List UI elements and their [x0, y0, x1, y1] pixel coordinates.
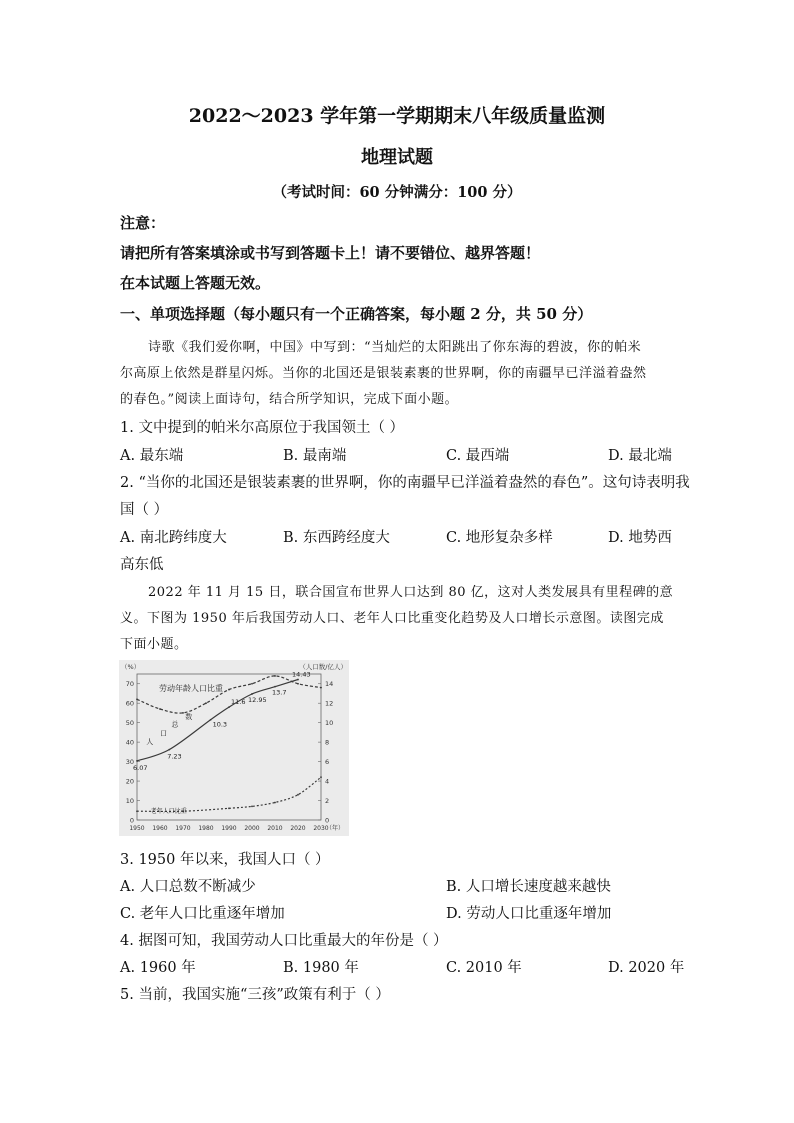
left-tick-label: 10	[125, 797, 134, 806]
x-tick-label: 1960	[152, 825, 168, 832]
exam-info: （考试时间：60 分钟满分：100 分）	[272, 184, 522, 201]
q4-option-d: D. 2020 年	[608, 960, 685, 976]
q4-option-c: C. 2010 年	[446, 960, 522, 976]
notes-line1: 请把所有答案填涂或书写到答题卡上！请不要错位、越界答题！	[120, 244, 541, 262]
q2-option-d: D. 地势西	[608, 530, 672, 546]
q1-option-d: D. 最北端	[608, 448, 672, 464]
data-point	[297, 679, 299, 681]
data-point	[168, 749, 170, 751]
data-point	[251, 805, 253, 807]
q2-option-d-cont: 高东低	[120, 557, 164, 573]
right-tick-label: 6	[325, 758, 330, 767]
q4-stem: 4. 据图可知，我国劳动人口比重最大的年份是（ ）	[120, 933, 448, 949]
data-point	[210, 719, 212, 721]
x-tick-label: 2030	[313, 825, 329, 832]
q1-stem: 1. 文中提到的帕米尔高原位于我国领土（ ）	[120, 420, 405, 436]
population-value-label: 7.23	[167, 752, 182, 761]
population-curve-label: 口	[160, 729, 167, 738]
exam-title: 2022～2023 学年第一学期期末八年级质量监测	[188, 105, 606, 127]
population-value-label: 13.7	[272, 688, 287, 697]
right-tick-label: 12	[325, 699, 334, 708]
q4-option-b: B. 1980 年	[283, 960, 359, 976]
q1-option-c: C. 最西端	[446, 448, 510, 464]
right-tick-label: 8	[325, 738, 330, 747]
q2-stem-line2: 国（ ）	[120, 502, 169, 518]
x-tick-label: 1990	[221, 825, 237, 832]
x-tick-label: 1950	[129, 825, 145, 832]
notes-line2: 在本试题上答题无效。	[120, 274, 271, 292]
right-tick-label: 2	[325, 797, 330, 806]
q2-stem-line1: 2. “当你的北国还是银装素裹的世界啊，你的南疆早已洋溢着盎然的春色”。这句诗表明我	[120, 475, 690, 491]
data-point	[136, 698, 138, 700]
q1-option-b: B. 最南端	[283, 448, 347, 464]
population-value-label: 10.3	[212, 720, 228, 729]
left-tick-label: 60	[125, 699, 134, 708]
population-value-label: 11.6	[231, 698, 246, 707]
left-axis-label: （%）	[121, 663, 141, 671]
q2-option-b: B. 东西跨经度大	[283, 530, 390, 546]
labor-share-curve-label: 劳动年龄人口比重	[159, 684, 223, 693]
x-tick-label: 2020	[290, 825, 306, 832]
data-point	[159, 708, 161, 710]
q4-option-a: A. 1960 年	[120, 960, 196, 976]
data-point	[251, 683, 253, 685]
data-point	[320, 687, 322, 689]
q3-option-b: B. 人口增长速度越来越快	[446, 879, 611, 895]
right-axis-label: （人口数/亿人）	[299, 663, 347, 671]
data-point	[228, 689, 230, 691]
left-tick-label: 20	[125, 777, 134, 786]
subject-title: 地理试题	[361, 147, 433, 168]
q3-option-d: D. 劳动人口比重逐年增加	[446, 906, 612, 922]
right-tick-label: 10	[325, 719, 334, 728]
x-tick-label: 2010	[267, 825, 283, 832]
data-point	[136, 810, 138, 812]
data-point	[205, 702, 207, 704]
data-point	[320, 776, 322, 778]
data-point	[182, 712, 184, 714]
q2-option-c: C. 地形复杂多样	[446, 530, 553, 546]
q3-option-c: C. 老年人口比重逐年增加	[120, 906, 285, 922]
section-heading: 一、单项选择题（每小题只有一个正确答案，每小题 2 分，共 50 分）	[120, 305, 593, 323]
population-chart	[119, 660, 349, 836]
data-point	[228, 807, 230, 809]
population-curve-label: 人	[146, 738, 154, 747]
x-tick-label: 2000	[244, 825, 260, 832]
left-tick-label: 0	[129, 816, 134, 825]
notes-label: 注意：	[120, 214, 166, 232]
data-point	[251, 693, 253, 695]
right-tick-label: 0	[325, 816, 330, 825]
population-value-label: 12.95	[248, 695, 267, 704]
q3-stem: 3. 1950 年以来，我国人口（ ）	[120, 852, 330, 868]
passage2-line1: 2022 年 11 月 15 日，联合国宣布世界人口达到 80 亿，这对人类发展具有里程碑的意	[148, 585, 674, 600]
data-point	[136, 760, 138, 762]
q1-option-a: A. 最东端	[120, 448, 184, 464]
right-tick-label: 4	[325, 777, 330, 786]
left-tick-label: 50	[125, 719, 134, 728]
data-point	[228, 706, 230, 708]
population-value-label: 14.43	[292, 670, 311, 679]
passage1-line1: 诗歌《我们爱你啊，中国》中写到：“当灿烂的太阳跳出了你东海的碧波，你的帕米	[148, 340, 642, 355]
q5-stem: 5. 当前，我国实施“三孩”政策有利于（ ）	[120, 987, 390, 1003]
q3-option-a: A. 人口总数不断减少	[120, 879, 256, 895]
passage2-line2: 义。下图为 1950 年后我国劳动人口、老年人口比重变化趋势及人口增长示意图。读图完成	[120, 611, 664, 626]
data-point	[297, 683, 299, 685]
data-point	[274, 675, 276, 677]
data-point	[274, 802, 276, 804]
left-tick-label: 40	[125, 738, 134, 747]
passage1-line2: 尔高原上依然是群星闪烁。当你的北国还是银装素裹的世界啊，你的南疆早已洋溢着盎然	[120, 366, 647, 381]
passage1-line3: 的春色。”阅读上面诗句，结合所学知识，完成下面小题。	[120, 392, 459, 407]
x-unit-label: （年）	[325, 825, 345, 832]
left-tick-label: 30	[125, 758, 134, 767]
data-point	[297, 794, 299, 796]
passage2-line3: 下面小题。	[120, 637, 188, 652]
x-tick-label: 1970	[175, 825, 191, 832]
population-value-label: 6.07	[133, 763, 148, 772]
data-point	[274, 686, 276, 688]
right-tick-label: 14	[325, 680, 334, 689]
elderly-share-curve-label: 老年人口比重	[150, 808, 187, 816]
population-curve-label: 数	[185, 712, 193, 721]
left-tick-label: 70	[125, 680, 134, 689]
q2-option-a: A. 南北跨纬度大	[120, 530, 227, 546]
x-tick-label: 1980	[198, 825, 214, 832]
population-curve-label: 总	[171, 720, 179, 729]
